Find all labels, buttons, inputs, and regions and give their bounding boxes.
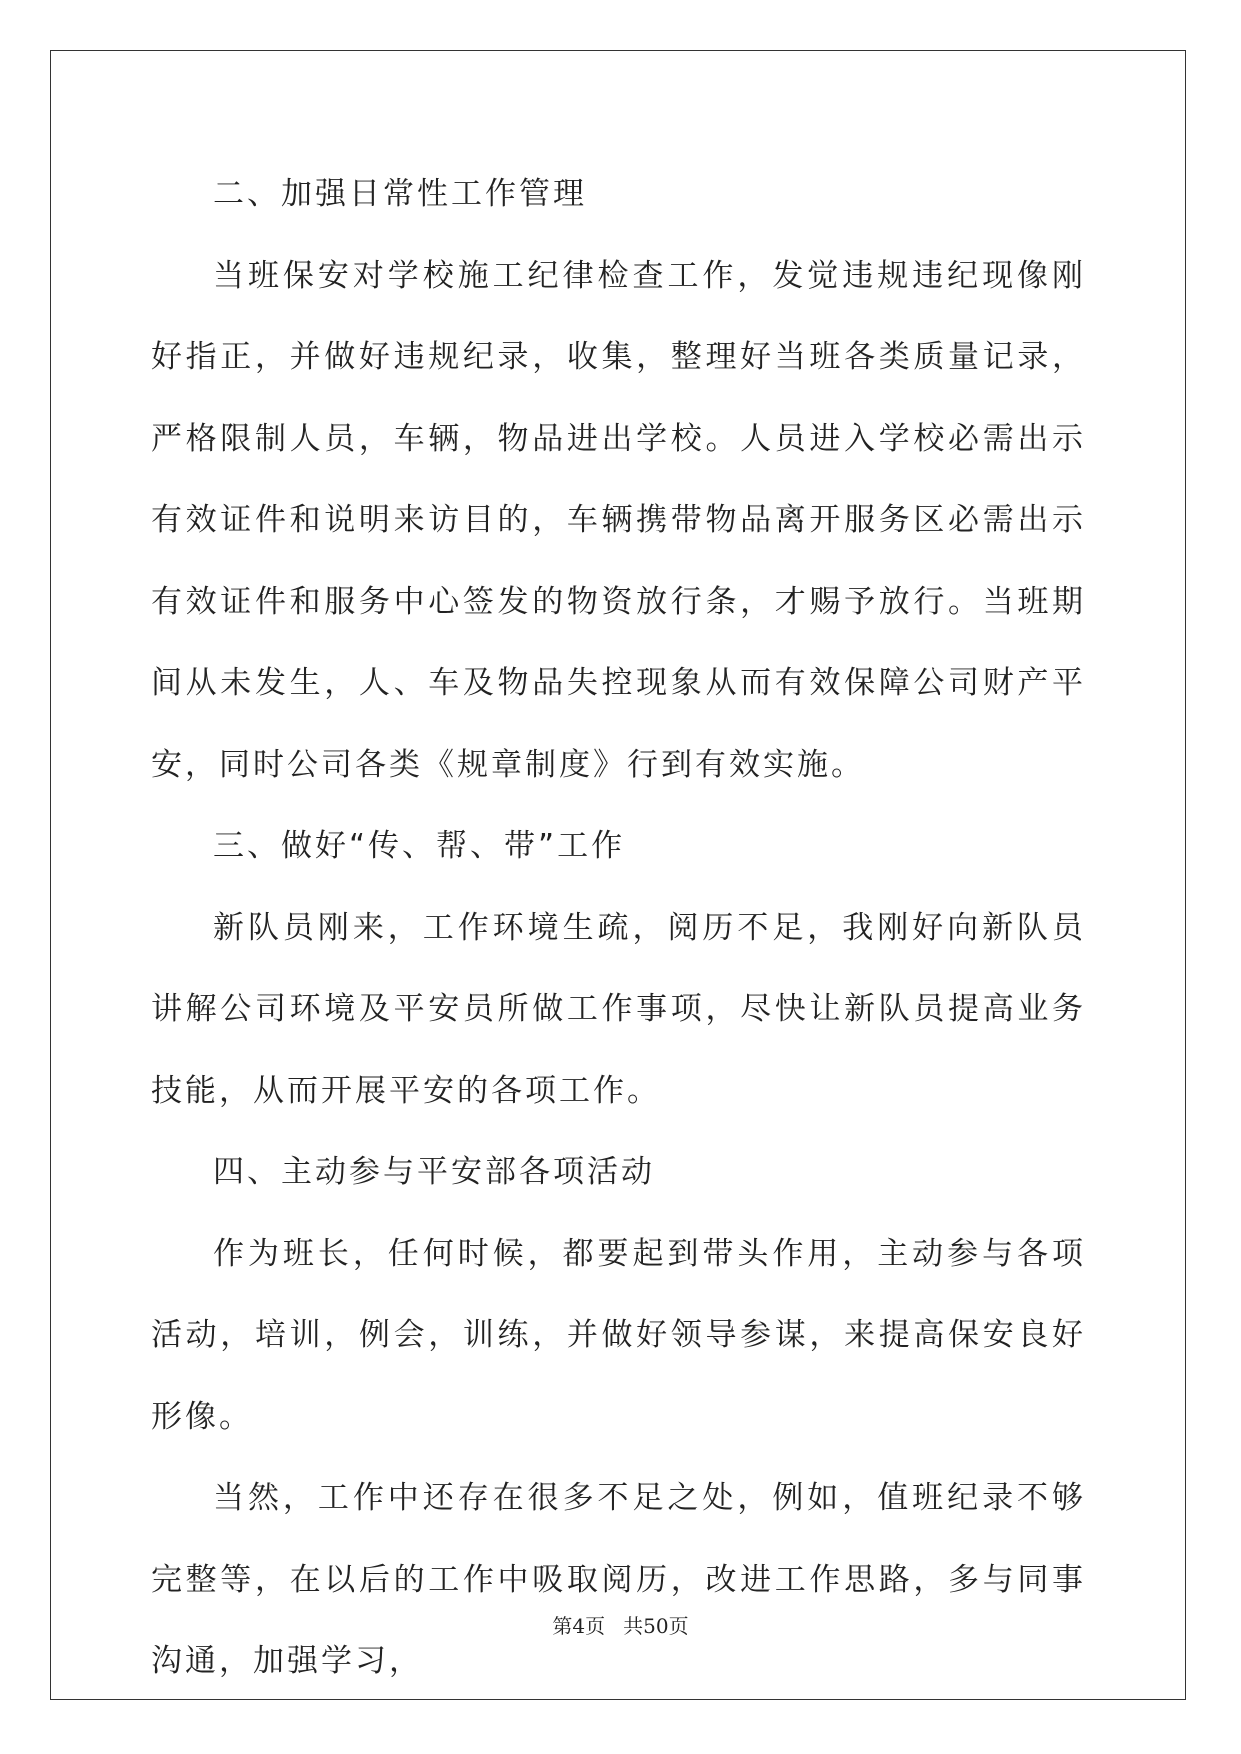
paragraph-new-members: 新队员刚来，工作环境生疏，阅历不足，我刚好向新队员讲解公司环境及平安员所做工作事项，尽快让新队员提高业务技能，从而开展平安的各项工作。 <box>151 909 1086 1109</box>
heading-section-2: 二、加强日常性工作管理 <box>213 176 587 212</box>
paragraph-duty-inspection: 当班保安对学校施工纪律检查工作，发觉违规违纪现像刚好指正，并做好违规纪录，收集，整理好当班各类质量记录，严格限制人员，车辆，物品进出学校。人员进入学校必需出示有效证件和说明来访目的，车辆携带物品离开服务区必需出示有效证件和服务中心签发的物资放行条，才赐予放行。当班期间从未发生，人、车及物品失控现象从而有效保障公司财产平安，同时公司各类《规章制度》行到有效实施。 <box>151 257 1086 783</box>
document-body <box>151 154 1086 1703</box>
heading-section-3: 三、做好“传、帮、带”工作 <box>213 828 626 864</box>
paragraph-shortcomings: 当然，工作中还存在很多不足之处，例如，值班纪录不够完整等，在以后的工作中吸取阅历，改进工作思路，多与同事沟通，加强学习， <box>151 1480 1086 1679</box>
heading-section-4: 四、主动参与平安部各项活动 <box>213 1154 655 1190</box>
page-number: 第4页 <box>552 1614 606 1638</box>
paragraph-team-leader: 作为班长，任何时候，都要起到带头作用，主动参与各项活动，培训，例会，训练，并做好领导参谋，来提高保安良好形像。 <box>151 1235 1086 1435</box>
page-total: 共50页 <box>623 1614 689 1638</box>
page-footer <box>0 1610 1241 1639</box>
